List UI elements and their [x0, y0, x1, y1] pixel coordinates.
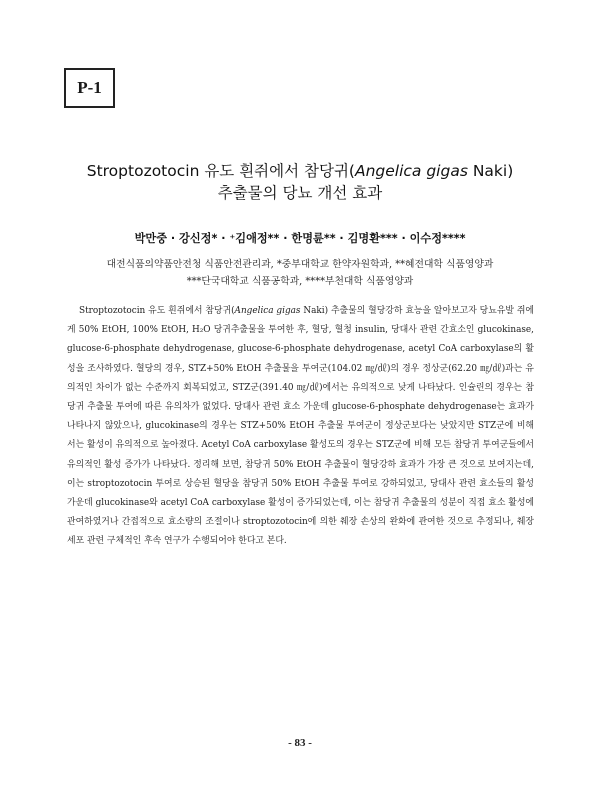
- abstract-start: Stroptozotocin 유도 흰쥐에서 참당귀(: [79, 306, 235, 316]
- abstract-species-italic: Angelica gigas: [234, 306, 301, 316]
- author-list: 박만중 · 강신정* · ⁺김애정** · 한명륜** · 김명환*** · 이수정****: [134, 232, 466, 245]
- affiliation-line-2: ***단국대학교 식품공학과, ****부천대학 식품영양과: [186, 276, 414, 287]
- abstract-text: Naki) 추출물의 혈당강하 효능을 알아보고자 당뇨유발 쥐에게 50% EtOH, 100% EtOH, H₂O 당귀추출물을 투여한 후, 혈당, 혈청 insulin, 당대사 관련 간효소인 glucokinase, glucose-6-phosphate dehydrogenase, glucose-6-phosphate dehydrogenase, acetyl CoA carboxylase의 활성을 조사하였다. 혈당의 경우, STZ+50% EtOH 추출물을 투여군(104.02 ㎎/㎗)의 경우 정상군(62.20 ㎎/㎗)과는 유의적인 차이가 없는 수준까지 회복되었고, STZ군(391.40 ㎎/㎗)에서는 유의적으로 낮게 나타났다. 인슐린의 경우는 참당귀 추출물 투여에 따른 유의차가 없었다. 당대사 관련 효소 가운데 glucose-6-phosphate dehydrogenase는 효과가 나타나지 않았으나, glucokinase의 경우는 STZ+50% EtOH 추출물 투여군이 정상군보다는 낮았지만 STZ군에 비해서는 활성이 유의적으로 높아졌다. Acetyl CoA carboxylase 활성도의 경우는 STZ군에 비해 모든 참당귀 투여군들에서 유의적인 활성 증가가 나타났다. 정리해 보면, 참당귀 50% EtOH 추출물이 혈당강하 효과가 가장 큰 것으로 보여지는데, 이는 stroptozotocin 투여로 상승된 혈당을 참당귀 50% EtOH 추출물 투여로 강하되었고, 당대사 관련 효소들의 활성 가운데 glucokinase와 acetyl CoA carboxylase 활성이 증가되었는데, 이는 참당귀 추출물의 성분이 직접 효소 활성에 관여하였거나 간접적으로 효소량의 조절이나 stroptozotocin에 의한 췌장 손상의 완화에 관여한 것으로 추정되나, 췌장세포 관련 구체적인 후속 연구가 수행되어야 한다고 본다.: [67, 306, 534, 547]
- affiliation-line-1: 대전식품의약품안전청 식품안전관리과, *중부대학교 한약자원학과, **혜전대학 식품영양과: [106, 259, 494, 270]
- poster-label: P-1: [77, 78, 102, 97]
- poster-label-box: [64, 68, 115, 108]
- title-prefix: Stroptozotocin 유도 흰쥐에서 참당귀(: [86, 162, 355, 180]
- title-species-italic: Angelica gigas: [354, 162, 468, 180]
- abstract-body: [67, 302, 534, 552]
- title-line-1: [20, 160, 580, 182]
- paper-title: [20, 160, 580, 204]
- title-line-2: 추출물의 당뇨 개선 효과: [217, 184, 383, 202]
- title-suffix: Naki): [467, 162, 514, 180]
- page-number: - 83 -: [288, 737, 312, 749]
